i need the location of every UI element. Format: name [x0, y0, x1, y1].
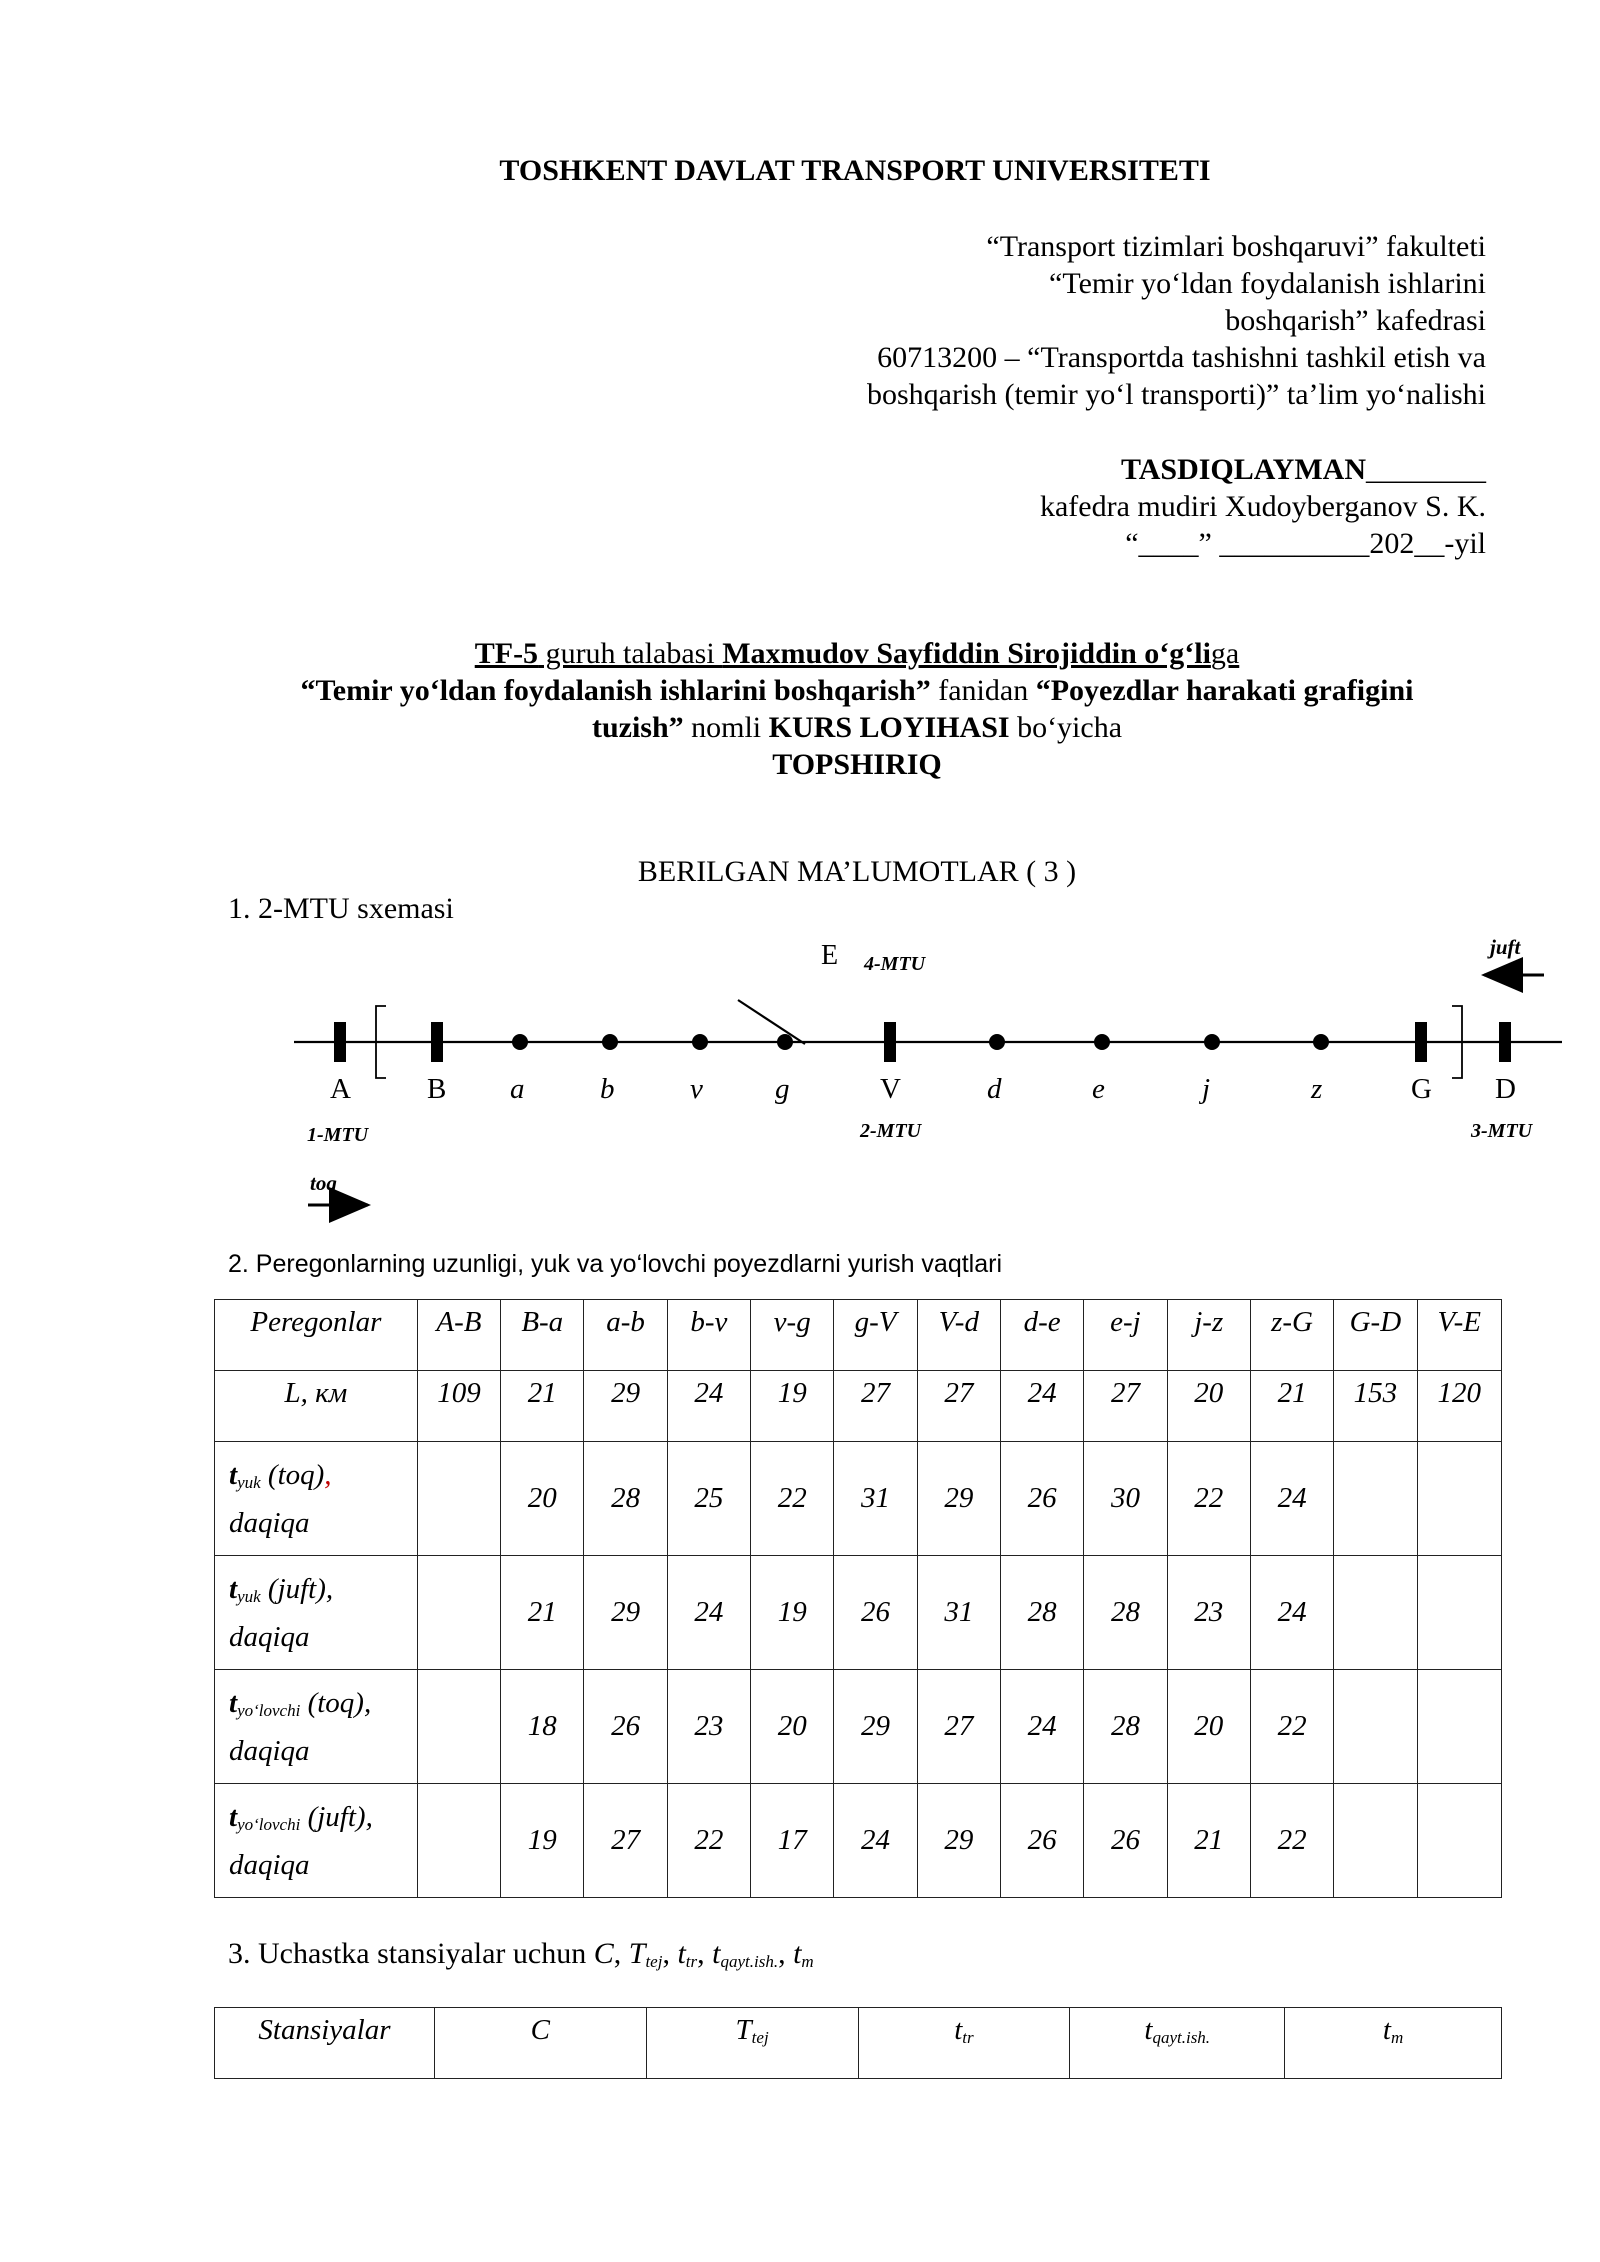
table-row-length — [215, 1371, 1502, 1442]
value-cell-10: 20 — [1167, 1670, 1250, 1784]
station-header-cell-1: Stansiyalar — [215, 2008, 435, 2079]
header-cell-5: v-g — [751, 1300, 834, 1371]
value-cell-13 — [1417, 1670, 1501, 1784]
item-3-tm: t — [793, 1937, 802, 1970]
value-cell-3: 27 — [584, 1784, 667, 1898]
given-data-title: BERILGAN MA’LUMOTLAR ( 3 ) — [637, 855, 1077, 888]
group-text: guruh talabasi — [538, 637, 723, 670]
topic-part-1: “Poyezdlar harakati grafigini — [1035, 674, 1414, 707]
assignment-student-line — [214, 635, 1500, 673]
value-cell-11: 22 — [1250, 1784, 1333, 1898]
header-cell-9: e-j — [1084, 1300, 1167, 1371]
station-marker-13 — [1499, 1022, 1511, 1062]
table-row — [215, 1670, 1502, 1784]
station-marker-11 — [1313, 1034, 1329, 1050]
station-marker-5 — [692, 1034, 708, 1050]
station-header-cell-4: $t_{tr}$ — [858, 2008, 1070, 2079]
header-cell-11: z-G — [1250, 1300, 1333, 1371]
row-label-cell: $t_{yo‘lovchi}$ (juft), daqiqa — [215, 1784, 418, 1898]
station-label-3: a — [510, 1073, 525, 1105]
value-cell-10: 22 — [1167, 1442, 1250, 1556]
direction-odd-label: toq — [310, 1171, 337, 1195]
length-label-cell: L, км — [215, 1371, 418, 1442]
value-cell-8: 28 — [1000, 1556, 1083, 1670]
value-cell-1 — [417, 1670, 500, 1784]
task-title: TOPSHIRIQ — [772, 748, 942, 781]
program-line-2: boshqarish (temir yo‘l transporti)” ta’lim yo‘nalishi — [866, 378, 1486, 411]
faculty-name: “Transport tizimlari boshqaruvi” fakulteti — [986, 230, 1486, 263]
value-cell-6: 31 — [834, 1442, 917, 1556]
length-cell-13: 120 — [1417, 1371, 1501, 1442]
item-3-tq-sub: qayt.ish. — [720, 1952, 779, 1971]
value-cell-11: 24 — [1250, 1442, 1333, 1556]
value-cell-3: 29 — [584, 1556, 667, 1670]
station-marker-6 — [777, 1034, 793, 1050]
station-marker-12 — [1415, 1022, 1427, 1062]
item-1-scheme-title: 1. 2-MTU sxemasi — [228, 892, 454, 925]
department-head: kafedra mudiri Xudoyberganov S. K. — [1039, 490, 1486, 523]
station-header-cell-5: $t_{qayt.ish.}$ — [1070, 2008, 1285, 2079]
value-cell-5: 17 — [751, 1784, 834, 1898]
value-cell-8: 26 — [1000, 1442, 1083, 1556]
station-label-10: j — [1202, 1073, 1211, 1105]
length-cell-11: 21 — [1250, 1371, 1333, 1442]
value-cell-12 — [1334, 1442, 1417, 1556]
value-cell-8: 24 — [1000, 1670, 1083, 1784]
mtu-label-3: 3-MTU — [1471, 1120, 1533, 1142]
value-cell-9: 26 — [1084, 1784, 1167, 1898]
nomli-text: nomli — [683, 711, 769, 744]
subject-text: fanidan — [930, 674, 1036, 707]
row-label-cell: $t_{yuk}$ (toq), daqiqa — [215, 1442, 418, 1556]
header-cell-3: a-b — [584, 1300, 667, 1371]
item-3-prefix: 3. Uchastka stansiyalar uchun — [228, 1937, 594, 1970]
length-cell-9: 27 — [1084, 1371, 1167, 1442]
table-header-row — [215, 1300, 1502, 1371]
station-labels — [330, 1073, 1516, 1105]
value-cell-9: 28 — [1084, 1670, 1167, 1784]
station-marker-8 — [989, 1034, 1005, 1050]
value-cell-8: 26 — [1000, 1784, 1083, 1898]
item-3-title: 3. Uchastka stansiyalar uchun C, $T_{tej}$, $t_{tr}$, $t_{qayt.ish.}$, $t_m$ — [228, 1937, 814, 1971]
student-name: Maxmudov Sayfiddin Sirojiddin o‘g‘li — [722, 637, 1211, 670]
work-kind: KURS LOYIHASI — [768, 711, 1010, 744]
item-3-t-sub: tej — [645, 1952, 663, 1971]
value-cell-3: 26 — [584, 1670, 667, 1784]
station-table-header-row — [215, 2008, 1502, 2079]
student-suffix: ga — [1210, 637, 1240, 670]
station-label-6: g — [775, 1073, 790, 1105]
mtu-label-4: 4-MTU — [864, 953, 926, 975]
value-cell-4: 25 — [667, 1442, 750, 1556]
station-marker-7 — [884, 1022, 896, 1062]
topic-part-2: tuzish” — [591, 711, 684, 744]
item-3-ttr-sub: tr — [685, 1952, 698, 1971]
value-cell-2: 19 — [501, 1784, 584, 1898]
header-cell-7: V-d — [917, 1300, 1000, 1371]
station-label-4: b — [600, 1073, 615, 1105]
item-3-tq: t — [712, 1937, 721, 1970]
station-header-cell-3: $T_{tej}$ — [646, 2008, 858, 2079]
value-cell-2: 21 — [501, 1556, 584, 1670]
station-label-2: B — [427, 1073, 447, 1105]
value-cell-6: 26 — [834, 1556, 917, 1670]
header-cell-13: V-E — [1417, 1300, 1501, 1371]
station-label-1: A — [330, 1073, 351, 1105]
table-row — [215, 1556, 1502, 1670]
value-cell-10: 21 — [1167, 1784, 1250, 1898]
peregon-table — [214, 1299, 1502, 1898]
branch-line-v-e — [738, 1000, 805, 1044]
header-cell-10: j-z — [1167, 1300, 1250, 1371]
length-cell-2: 21 — [501, 1371, 584, 1442]
value-cell-7: 29 — [917, 1442, 1000, 1556]
value-cell-9: 28 — [1084, 1556, 1167, 1670]
header-cell-2: B-a — [501, 1300, 584, 1371]
mtu-label-1: 1-MTU — [307, 1124, 369, 1146]
station-label-e: E — [821, 940, 839, 971]
value-cell-13 — [1417, 1784, 1501, 1898]
value-cell-5: 19 — [751, 1556, 834, 1670]
assignment-subject-line — [214, 672, 1500, 710]
value-cell-12 — [1334, 1670, 1417, 1784]
signature-blank: ________ — [1366, 453, 1486, 486]
value-cell-6: 29 — [834, 1670, 917, 1784]
header-cell-4: b-v — [667, 1300, 750, 1371]
station-label-8: d — [987, 1073, 1002, 1105]
station-label-5: v — [690, 1073, 703, 1105]
boyicha-text: bo‘yicha — [1009, 711, 1123, 744]
table-row — [215, 1784, 1502, 1898]
value-cell-11: 24 — [1250, 1556, 1333, 1670]
item-3-tm-sub: m — [801, 1952, 814, 1971]
length-cell-12: 153 — [1334, 1371, 1417, 1442]
station-marker-1 — [334, 1022, 346, 1062]
station-label-9: e — [1092, 1073, 1105, 1105]
value-cell-4: 23 — [667, 1670, 750, 1784]
direction-even-label: juft — [1490, 935, 1521, 959]
value-cell-7: 31 — [917, 1556, 1000, 1670]
length-cell-8: 24 — [1000, 1371, 1083, 1442]
mtu-label-2: 2-MTU — [860, 1120, 922, 1142]
value-cell-11: 22 — [1250, 1670, 1333, 1784]
station-label-12: G — [1411, 1073, 1432, 1105]
header-cell-8: d-e — [1000, 1300, 1083, 1371]
approval-title — [700, 451, 1486, 489]
length-cell-1: 109 — [417, 1371, 500, 1442]
station-header-cell-2: C — [434, 2008, 646, 2079]
station-marker-9 — [1094, 1034, 1110, 1050]
station-label-11: z — [1311, 1073, 1323, 1105]
value-cell-7: 27 — [917, 1670, 1000, 1784]
group-code: TF-5 — [474, 637, 539, 670]
item-3-t: T — [628, 1937, 646, 1970]
university-title: TOSHKENT DAVLAT TRANSPORT UNIVERSITETI — [499, 154, 1211, 187]
header-cell-6: g-V — [834, 1300, 917, 1371]
value-cell-2: 20 — [501, 1442, 584, 1556]
railway-scheme — [280, 930, 1580, 1230]
value-cell-4: 24 — [667, 1556, 750, 1670]
approval-date: “____” __________202__-yil — [1125, 527, 1486, 560]
length-cell-5: 19 — [751, 1371, 834, 1442]
approval-word: TASDIQLAYMAN — [1120, 453, 1366, 486]
item-3-c: C — [593, 1937, 614, 1970]
header-cell-1: A-B — [417, 1300, 500, 1371]
program-line-1: 60713200 – “Transportda tashishni tashkil etish va — [877, 341, 1486, 374]
row-label-cell: $t_{yuk}$ (juft), daqiqa — [215, 1556, 418, 1670]
length-cell-6: 27 — [834, 1371, 917, 1442]
length-cell-4: 24 — [667, 1371, 750, 1442]
station-marker-10 — [1204, 1034, 1220, 1050]
station-header-cell-6: $t_m$ — [1285, 2008, 1502, 2079]
value-cell-5: 22 — [751, 1442, 834, 1556]
header-cell-12: G-D — [1334, 1300, 1417, 1371]
subject-name: “Temir yo‘ldan foydalanish ishlarini boshqarish” — [300, 674, 931, 707]
value-cell-2: 18 — [501, 1670, 584, 1784]
table-row — [215, 1442, 1502, 1556]
department-line-2: boshqarish” kafedrasi — [1225, 304, 1486, 337]
item-2-title: 2. Peregonlarning uzunligi, yuk va yo‘lovchi poyezdlarni yurish vaqtlari — [228, 1250, 1003, 1278]
station-marker-2 — [431, 1022, 443, 1062]
value-cell-1 — [417, 1556, 500, 1670]
value-cell-5: 20 — [751, 1670, 834, 1784]
station-table — [214, 2007, 1502, 2079]
department-line-1: “Temir yo‘ldan foydalanish ishlarini — [1049, 267, 1486, 300]
length-cell-10: 20 — [1167, 1371, 1250, 1442]
station-label-7: V — [880, 1073, 901, 1105]
length-cell-7: 27 — [917, 1371, 1000, 1442]
value-cell-12 — [1334, 1784, 1417, 1898]
value-cell-1 — [417, 1442, 500, 1556]
value-cell-4: 22 — [667, 1784, 750, 1898]
assignment-kind-line — [214, 709, 1500, 747]
station-marker-3 — [512, 1034, 528, 1050]
value-cell-3: 28 — [584, 1442, 667, 1556]
value-cell-13 — [1417, 1442, 1501, 1556]
value-cell-12 — [1334, 1556, 1417, 1670]
station-marker-4 — [602, 1034, 618, 1050]
value-cell-9: 30 — [1084, 1442, 1167, 1556]
value-cell-10: 23 — [1167, 1556, 1250, 1670]
item-3-ttr: t — [677, 1937, 686, 1970]
row-label-cell: $t_{yo‘lovchi}$ (toq), daqiqa — [215, 1670, 418, 1784]
value-cell-13 — [1417, 1556, 1501, 1670]
value-cell-1 — [417, 1784, 500, 1898]
header-cell-peregonlar: Peregonlar — [215, 1300, 418, 1371]
length-cell-3: 29 — [584, 1371, 667, 1442]
value-cell-7: 29 — [917, 1784, 1000, 1898]
station-label-13: D — [1495, 1073, 1516, 1105]
value-cell-6: 24 — [834, 1784, 917, 1898]
